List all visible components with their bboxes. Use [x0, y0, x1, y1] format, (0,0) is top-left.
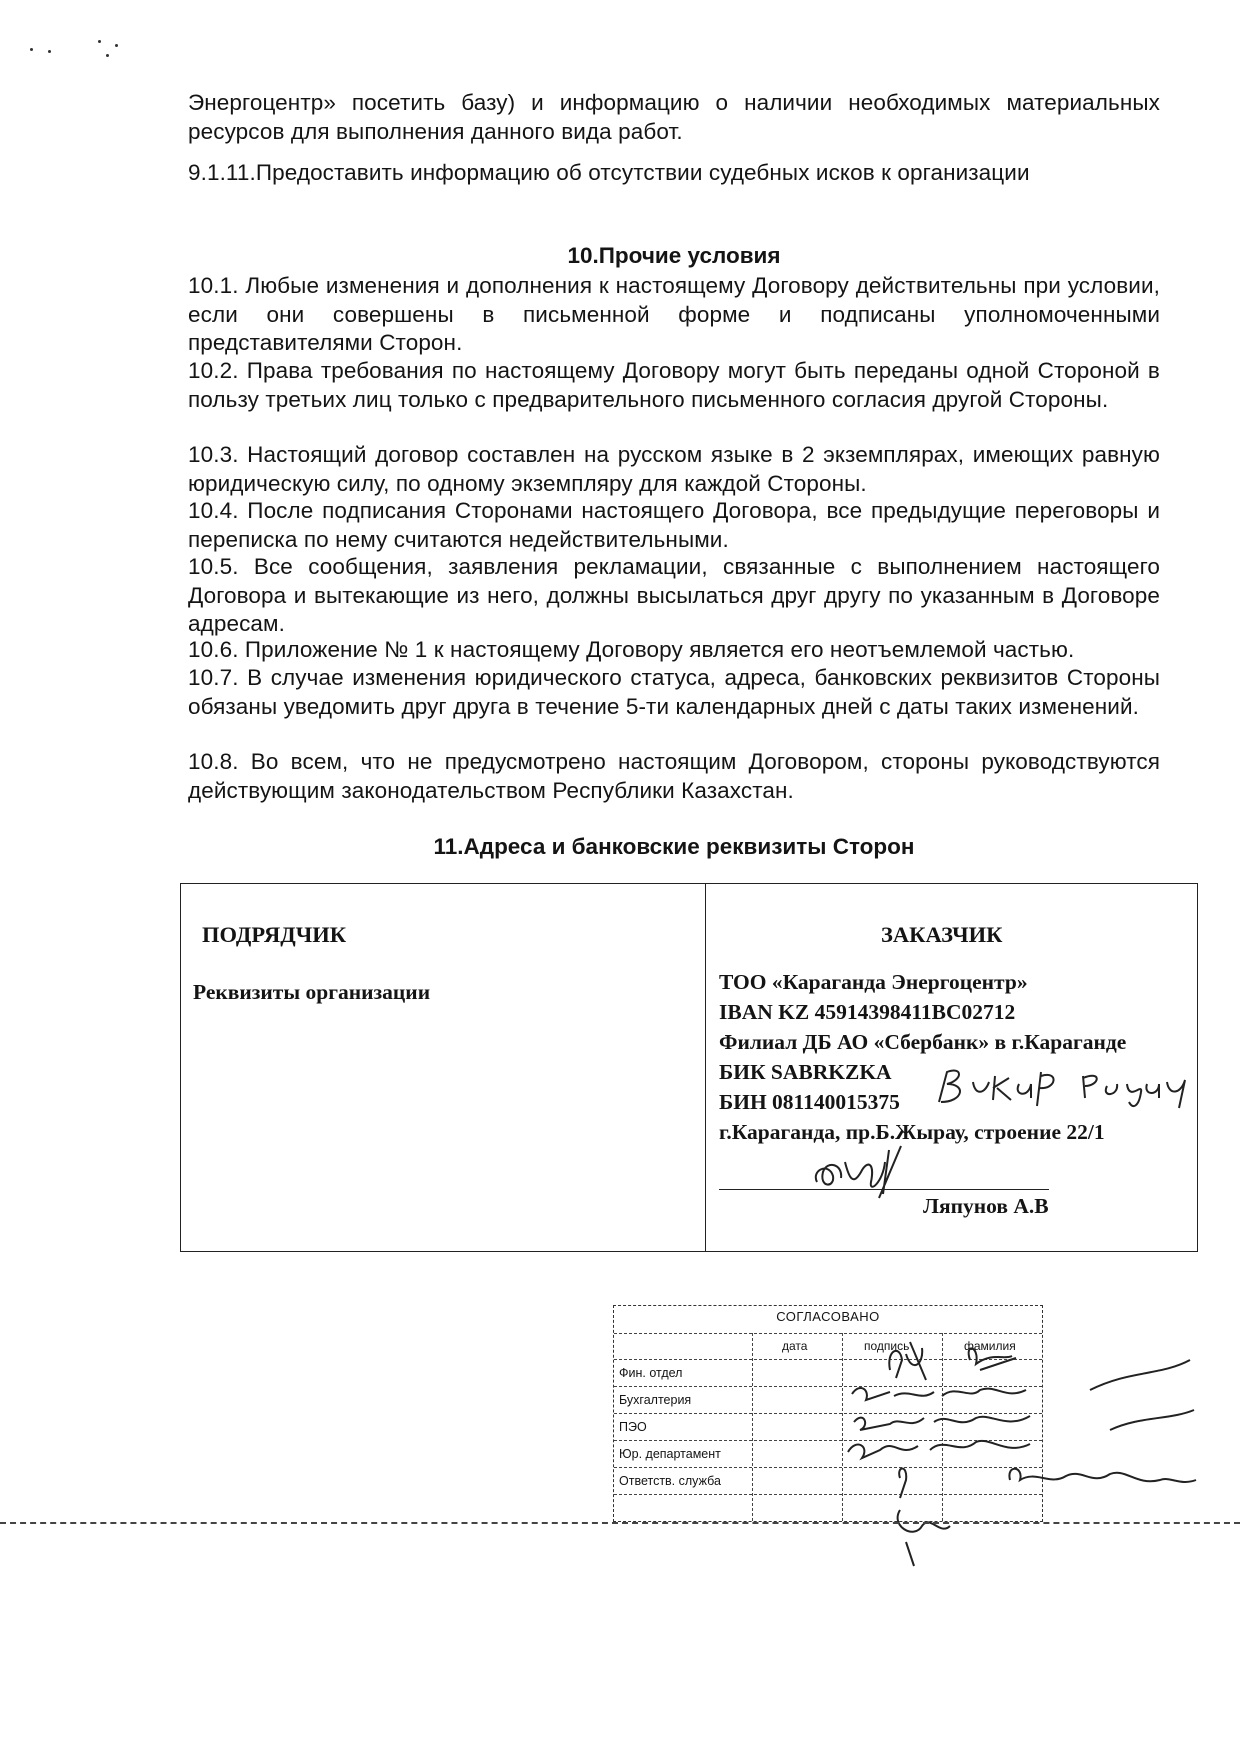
- customer-address: г.Караганда, пр.Б.Жырау, строение 22/1: [719, 1120, 1105, 1144]
- stamp-col-signature: подпись: [864, 1339, 910, 1353]
- item-10-8: 10.8. Во всем, что не предусмотрено настоящим Договором, стороны руководствуются действующим законодательством Республики Казахстан.: [188, 749, 1160, 803]
- item-10-6: 10.6. Приложение № 1 к настоящему Договору является его неотъемлемой частью.: [188, 637, 1075, 662]
- stamp-col-date: дата: [782, 1339, 808, 1353]
- stamp-col-rule: [752, 1333, 753, 1521]
- customer-name: ТОО «Караганда Энергоцентр»: [719, 970, 1028, 994]
- item-10-1: 10.1. Любые изменения и дополнения к настоящему Договору действительны при условии, если они совершены в письменной форме и подписаны уполномоченными представителями Сторон.: [188, 273, 1160, 355]
- requisites-table: [180, 883, 1198, 1252]
- customer-signatory: Ляпунов А.В: [923, 1194, 1049, 1218]
- section-11-title: 11.Адреса и банковские реквизиты Сторон: [433, 834, 915, 859]
- stamp-title: СОГЛАСОВАНО: [776, 1309, 880, 1324]
- table-divider: [705, 884, 706, 1251]
- section-10-title: 10.Прочие условия: [567, 243, 781, 268]
- stamp-row-label: Фин. отдел: [619, 1366, 683, 1380]
- item-9-1-11: 9.1.11.Предоставить информацию об отсутствии судебных исков к организации: [188, 160, 1030, 185]
- handwritten-note: [933, 1062, 1195, 1112]
- customer-bin: БИН 081140015375: [719, 1090, 900, 1114]
- customer-iban: IBAN KZ 45914398411BC02712: [719, 1000, 1016, 1024]
- customer-heading: ЗАКАЗЧИК: [881, 922, 1003, 947]
- stamp-row-label: ПЭО: [619, 1420, 647, 1434]
- item-10-7: 10.7. В случае изменения юридического статуса, адреса, банковских реквизитов Стороны обязаны уведомить друг друга в течение 5-ти календарных дней с даты таких изменений.: [188, 665, 1160, 719]
- item-10-3: 10.3. Настоящий договор составлен на русском языке в 2 экземплярах, имеющих равную юридическую силу, по одному экземпляру для каждой Стороны.: [188, 442, 1160, 496]
- handwritten-signature: [809, 1142, 939, 1202]
- stamp-row-label: Юр. департамент: [619, 1447, 721, 1461]
- item-10-2: 10.2. Права требования по настоящему Договору могут быть переданы одной Стороной в пользу третьих лиц только с предварительного письменного согласия другой Стороны.: [188, 358, 1160, 412]
- contractor-heading: ПОДРЯДЧИК: [202, 922, 347, 947]
- item-10-4: 10.4. После подписания Сторонами настоящего Договора, все предыдущие переговоры и переписка по нему считаются недействительными.: [188, 498, 1160, 552]
- contractor-requisites-label: Реквизиты организации: [193, 980, 431, 1004]
- customer-bik: БИК SABRKZKA: [719, 1060, 892, 1084]
- customer-bank: Филиал ДБ АО «Сбербанк» в г.Караганде: [719, 1030, 1127, 1054]
- stamp-col-surname: фамилия: [964, 1339, 1016, 1353]
- stamp-row-label: Ответств. служба: [619, 1474, 721, 1488]
- paragraph-continuation: Энергоцентр» посетить базу) и информацию о наличии необходимых материальных ресурсов для выполнения данного вида работ.: [188, 90, 1160, 144]
- stamp-signatures: [830, 1330, 1220, 1570]
- stamp-row-label: Бухгалтерия: [619, 1393, 692, 1407]
- cut-line: [0, 1522, 1240, 1524]
- item-10-5: 10.5. Все сообщения, заявления рекламации, связанные с выполнением настоящего Договора и вытекающие из него, должны высылаться друг другу по указанным в Договоре адресам.: [188, 554, 1160, 636]
